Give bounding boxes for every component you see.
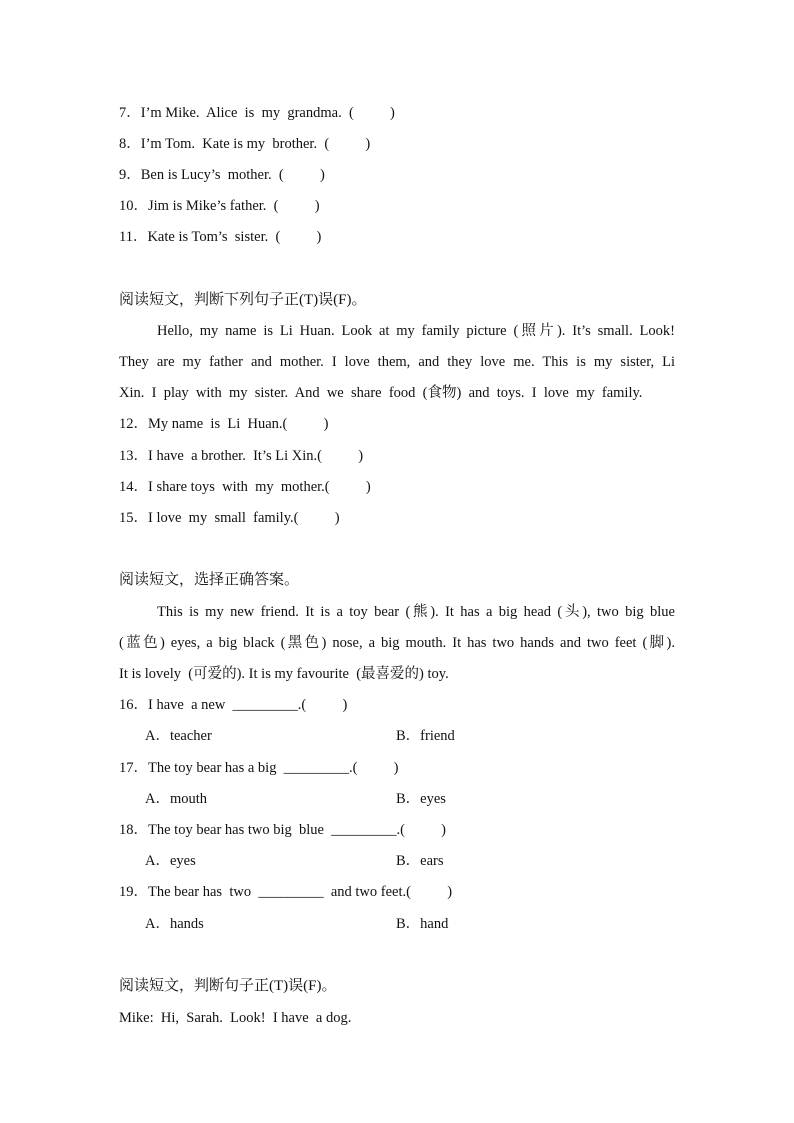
question-18-option-b: B．ears [396, 853, 444, 869]
question-7: 7．I’m Mike. Alice is my grandma. ( ) [119, 105, 395, 121]
question-17-option-b: B．eyes [396, 791, 446, 807]
passage-4-line-1: Mike: Hi, Sarah. Look! I have a dog. [119, 1010, 352, 1026]
question-12: 12．My name is Li Huan.( ) [119, 416, 329, 432]
question-14: 14．I share toys with my mother.( ) [119, 479, 371, 495]
question-18-option-a: A．eyes [145, 853, 196, 869]
question-19-option-a: A．hands [145, 916, 204, 932]
question-9: 9．Ben is Lucy’s mother. ( ) [119, 167, 325, 183]
section-4-heading: 阅读短文，判断句子正(T)误(F)。 [119, 978, 337, 994]
question-18: 18．The toy bear has two big blue _________.( ) [119, 822, 447, 838]
question-16: 16．I have a new _________.( ) [119, 697, 348, 713]
passage-2-line-2: They are my father and mother. I love them, and they love me. This is my sister, Li [119, 354, 675, 370]
passage-3-line-3: It is lovely (可爱的). It is my favourite (最喜爱的) toy. [119, 666, 449, 682]
question-13: 13．I have a brother. It’s Li Xin.( ) [119, 448, 364, 464]
section-3-heading: 阅读短文，选择正确答案。 [119, 572, 300, 588]
question-16-option-a: A．teacher [145, 728, 212, 744]
question-16-option-b: B．friend [396, 728, 455, 744]
question-11: 11．Kate is Tom’s sister. ( ) [119, 229, 322, 245]
question-15: 15．I love my small family.( ) [119, 510, 340, 526]
passage-2-line-1: Hello, my name is Li Huan. Look at my family picture (照片). It’s small. Look! [157, 323, 675, 339]
passage-2-line-3: Xin. I play with my sister. And we share food (食物) and toys. I love my family. [119, 385, 643, 401]
passage-3-line-2: (蓝色) eyes, a big black (黑色) nose, a big mouth. It has two hands and two feet (脚). [119, 635, 675, 651]
question-19-option-b: B．hand [396, 916, 449, 932]
question-10: 10．Jim is Mike’s father. ( ) [119, 198, 320, 214]
question-8: 8．I’m Tom. Kate is my brother. ( ) [119, 136, 371, 152]
question-17-option-a: A．mouth [145, 791, 208, 807]
question-17: 17．The toy bear has a big _________.( ) [119, 760, 399, 776]
section-2-heading: 阅读短文，判断下列句子正(T)误(F)。 [119, 292, 367, 308]
passage-3-line-1: This is my new friend. It is a toy bear (熊). It has a big head (头), two big blue [157, 604, 675, 620]
question-19: 19．The bear has two _________ and two feet.( ) [119, 884, 453, 900]
